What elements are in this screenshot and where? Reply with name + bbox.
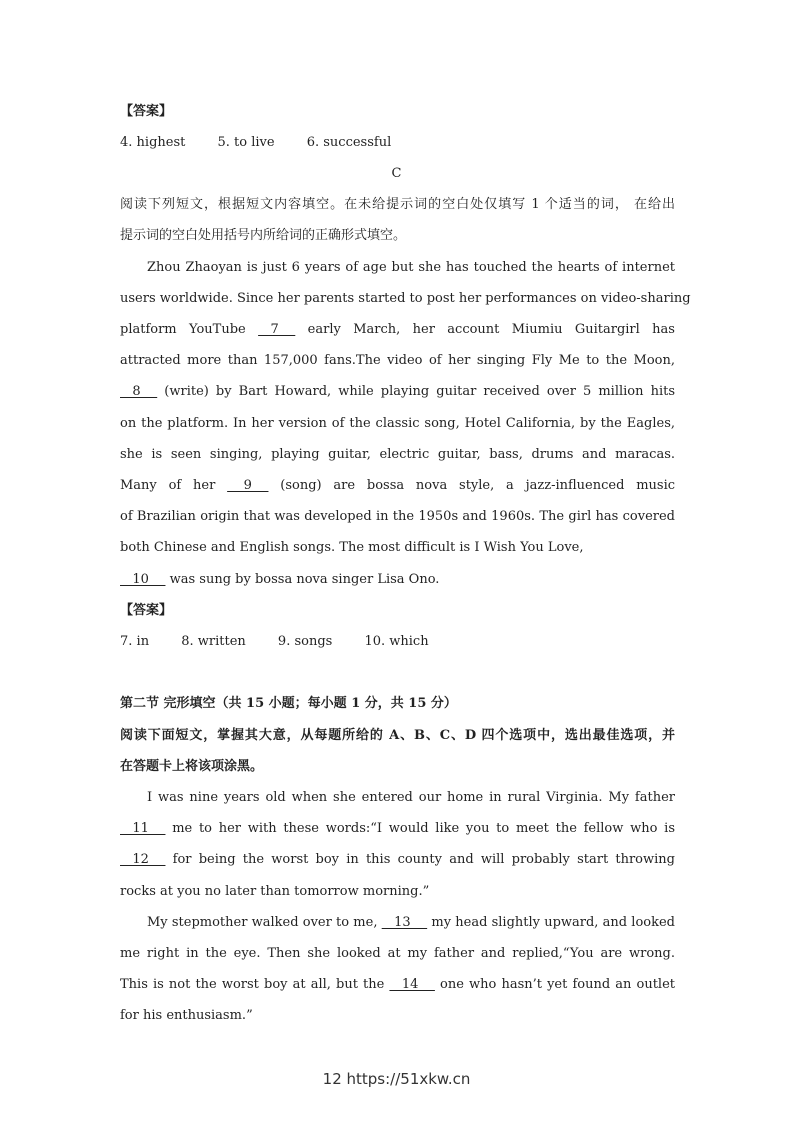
passage-text: platform YouTube — [120, 322, 246, 337]
passage-text: for being the worst boy in this county and will probably start throwing — [172, 852, 675, 867]
passage-line — [147, 913, 675, 933]
passage-line — [120, 476, 675, 496]
section-title: 第二节 完形填空（共 15 小题；每小题 1 分，共 15 分） — [120, 696, 457, 711]
blank-8: 8 — [120, 384, 158, 399]
passage-text: one who hasn’t yet found an outlet — [440, 977, 675, 992]
answer-item: 9. songs — [277, 634, 333, 649]
passage-line — [120, 850, 675, 870]
instruction-line: 提示词的空白处用括号内所给词的正确形式填空。 — [120, 228, 407, 243]
blank-7: 7 — [258, 322, 296, 337]
instruction-line: 阅读下列短文，根据短文内容填空。在未给提示词的空白处仅填写 1 个适当的词， 在给出 — [120, 197, 675, 212]
passage-text: early March, her account Miumiu Guitargirl has — [307, 322, 675, 337]
answer-list — [120, 632, 675, 652]
passage-text: Many of her — [120, 478, 216, 493]
blank-13: 13 — [381, 915, 428, 930]
answer-item: 5. to live — [217, 135, 275, 150]
passage-line: she is seen singing, playing guitar, electric guitar, bass, drums and maracas. — [120, 447, 675, 462]
passage-line: on the platform. In her version of the classic song, Hotel California, by the Eagles, — [120, 416, 675, 431]
passage-line: for his enthusiasm.” — [120, 1008, 253, 1023]
passage-text: This is not the worst boy at all, but the — [120, 977, 385, 992]
answer-heading: 【答案】 — [120, 603, 173, 618]
passage-line: rocks at you no later than tomorrow morning.” — [120, 884, 430, 899]
passage-line: attracted more than 157,000 fans.The video of her singing Fly Me to the Moon, — [120, 353, 675, 368]
passage-text: My stepmother walked over to me, — [147, 915, 378, 930]
answer-item: 6. successful — [306, 135, 392, 150]
passage-line: I was nine years old when she entered our home in rural Virginia. My father — [147, 790, 675, 805]
blank-12: 12 — [120, 852, 166, 867]
passage-line — [120, 382, 675, 402]
blank-11: 11 — [120, 821, 166, 836]
blank-9: 9 — [227, 478, 269, 493]
passage-line: users worldwide. Since her parents started to post her performances on video-sharing — [120, 291, 691, 306]
section-label: C — [391, 166, 402, 181]
answer-heading: 【答案】 — [120, 104, 173, 119]
passage-line: Zhou Zhaoyan is just 6 years of age but she has touched the hearts of internet — [147, 260, 675, 275]
page-footer: 12 https://51xkw.cn — [322, 1070, 471, 1088]
passage-line — [120, 975, 675, 995]
answer-item: 7. in — [120, 634, 150, 649]
answer-item: 8. written — [181, 634, 246, 649]
blank-14: 14 — [389, 977, 435, 992]
passage-line — [120, 320, 675, 340]
answer-list — [120, 133, 675, 153]
passage-text: (write) by Bart Howard, while playing guitar received over 5 million hits — [164, 384, 675, 399]
passage-line: me right in the eye. Then she looked at my father and replied,“You are wrong. — [120, 946, 675, 961]
passage-line: of Brazilian origin that was developed in the 1950s and 1960s. The girl has covered — [120, 509, 675, 524]
passage-line: both Chinese and English songs. The most difficult is I Wish You Love, — [120, 540, 584, 555]
passage-text: my head slightly upward, and looked — [431, 915, 676, 930]
passage-text: me to her with these words:“I would like you to meet the fellow who is — [172, 821, 675, 836]
passage-line — [120, 819, 675, 839]
passage-text: (song) are bossa nova style, a jazz-influenced music — [280, 478, 676, 493]
blank-10: 10 — [120, 572, 166, 587]
answer-item: 10. which — [364, 634, 429, 649]
passage-text: was sung by bossa nova singer Lisa Ono. — [169, 572, 440, 587]
answer-item: 4. highest — [120, 135, 186, 150]
instruction-line: 阅读下面短文，掌握其大意，从每题所给的 A、B、C、D 四个选项中，选出最佳选项，并 — [120, 728, 675, 743]
passage-line — [120, 570, 675, 590]
instruction-line: 在答题卡上将该项涂黑。 — [120, 759, 264, 774]
